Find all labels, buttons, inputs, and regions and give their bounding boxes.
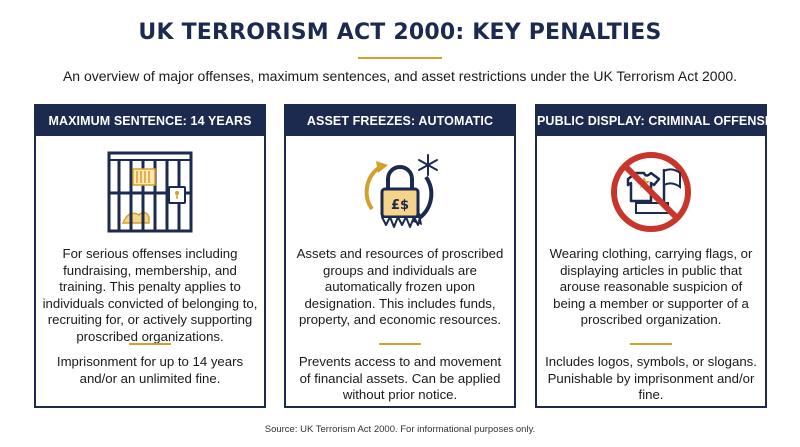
card-note: Includes logos, symbols, or slogans. Punishable by imprisonment and/or fine.	[545, 354, 757, 402]
svg-text:£$: £$	[390, 198, 410, 213]
card-header: PUBLIC DISPLAY: CRIMINAL OFFENSE	[537, 106, 765, 136]
card-divider	[379, 343, 421, 345]
card-description: For serious offenses including fundraising, membership, and training. This penalty applies to individuals convicted of belonging to, recruiting for, or actively supporting proscribed organizations.	[42, 246, 258, 344]
card-public-display	[535, 104, 774, 408]
card-maximum-sentence	[34, 104, 266, 408]
frozen-money-lock-icon	[286, 148, 514, 236]
card-note: Imprisonment for up to 14 years and/or an unlimited fine.	[56, 354, 244, 386]
card-description: Wearing clothing, carrying flags, or displaying articles in public that arouse reasonable suspicion of being a member or supporter of a proscribed organization.	[549, 246, 753, 327]
card-divider	[129, 343, 171, 345]
card-header: ASSET FREEZES: AUTOMATIC	[286, 106, 514, 136]
card-asset-freezes	[284, 104, 516, 408]
title-divider	[358, 57, 442, 59]
card-header: MAXIMUM SENTENCE: 14 YEARS	[36, 106, 264, 136]
card-divider	[630, 343, 672, 345]
prison-cell-icon	[36, 148, 264, 236]
page-title: UK TERRORISM ACT 2000: KEY PENALTIES	[138, 20, 662, 45]
card-description: Assets and resources of proscribed groups and individuals are automatically frozen upon designation. This includes funds, property, and economic resources.	[296, 246, 504, 327]
prohibited-display-icon	[537, 148, 765, 236]
page-subtitle: An overview of major offenses, maximum sentences, and asset restrictions under the UK Terrorism Act 2000.	[62, 68, 738, 84]
card-note: Prevents access to and movement of financial assets. Can be applied without prior notice.	[298, 354, 502, 402]
source-note: Source: UK Terrorism Act 2000. For informational purposes only.	[264, 424, 536, 435]
